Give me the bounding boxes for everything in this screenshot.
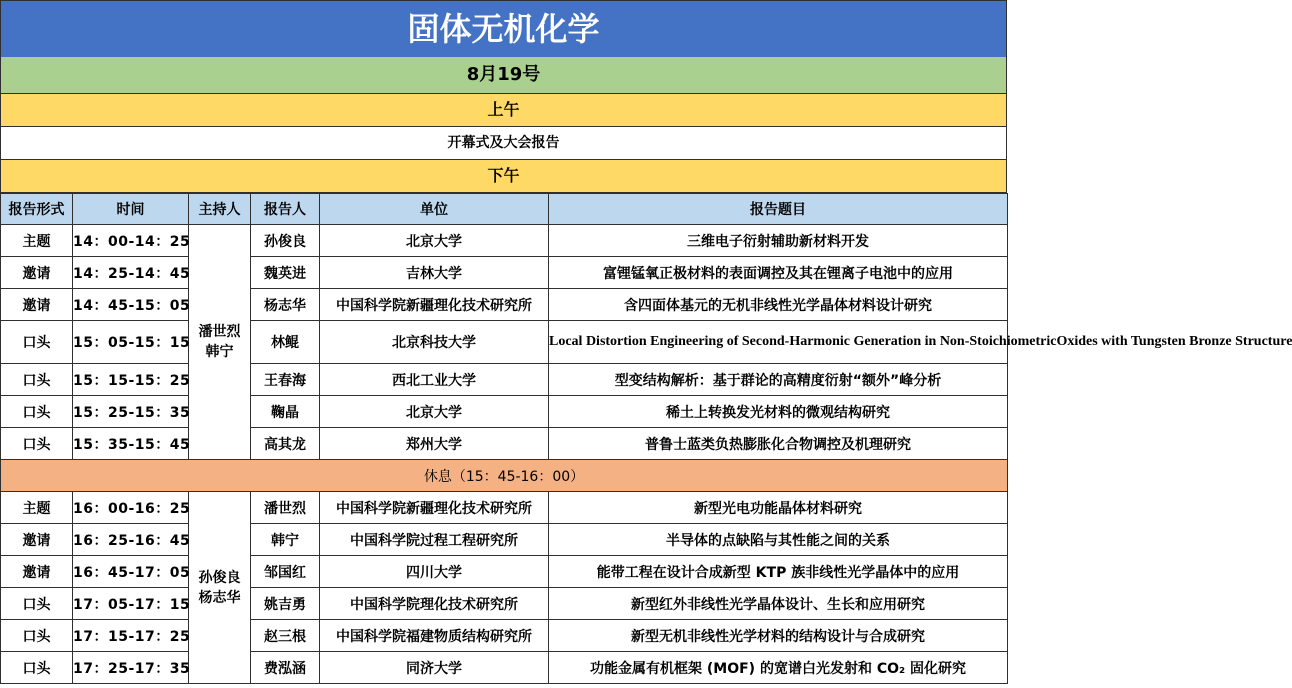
talk-topic: 三维电子衍射辅助新材料开发 <box>549 225 1008 257</box>
header-speaker: 报告人 <box>251 194 320 225</box>
morning-label: 上午 <box>0 94 1007 127</box>
talk-time: 16：25-16：45 <box>73 524 189 556</box>
header-host: 主持人 <box>189 194 251 225</box>
break-label: 休息（15：45-16：00） <box>1 460 1008 492</box>
affiliation: 西北工业大学 <box>320 364 549 396</box>
affiliation: 中国科学院过程工程研究所 <box>320 524 549 556</box>
affiliation: 中国科学院新疆理化技术研究所 <box>320 289 549 321</box>
talk-topic: 新型无机非线性光学材料的结构设计与合成研究 <box>549 620 1008 652</box>
talk-type: 口头 <box>1 396 73 428</box>
affiliation: 北京科技大学 <box>320 321 549 364</box>
table-row <box>1 364 1008 396</box>
talk-topic: 型变结构解析：基于群论的高精度衍射“额外”峰分析 <box>549 364 1008 396</box>
table-row <box>1 556 1008 588</box>
talk-time: 15：15-15：25 <box>73 364 189 396</box>
talk-time: 17：25-17：35 <box>73 652 189 684</box>
table-row <box>1 225 1008 257</box>
talk-time: 14：25-14：45 <box>73 257 189 289</box>
talk-topic: 含四面体基元的无机非线性光学晶体材料设计研究 <box>549 289 1008 321</box>
talk-time: 15：05-15：15 <box>73 321 189 364</box>
host-name: 孙俊良 杨志华 <box>198 569 241 606</box>
talk-topic: 新型红外非线性光学晶体设计、生长和应用研究 <box>549 588 1008 620</box>
speaker-name: 费泓涵 <box>251 652 320 684</box>
table-row <box>1 257 1008 289</box>
header-time: 时间 <box>73 194 189 225</box>
speaker-name: 邹国红 <box>251 556 320 588</box>
table-row <box>1 289 1008 321</box>
talk-type: 口头 <box>1 428 73 460</box>
session-host <box>189 492 251 684</box>
talk-time: 15：25-15：35 <box>73 396 189 428</box>
table-row <box>1 321 1008 364</box>
affiliation: 北京大学 <box>320 396 549 428</box>
talk-type: 口头 <box>1 588 73 620</box>
speaker-name: 孙俊良 <box>251 225 320 257</box>
header-type: 报告形式 <box>1 194 73 225</box>
talk-topic: 普鲁士蓝类负热膨胀化合物调控及机理研究 <box>549 428 1008 460</box>
affiliation: 中国科学院福建物质结构研究所 <box>320 620 549 652</box>
talk-type: 口头 <box>1 321 73 364</box>
affiliation: 中国科学院新疆理化技术研究所 <box>320 492 549 524</box>
talk-topic: 能带工程在设计合成新型 KTP 族非线性光学晶体中的应用 <box>549 556 1008 588</box>
talk-topic: Local Distortion Engineering of Second-Harmonic Generation in Non-StoichiometricOxides with Tungsten Bronze Structure <box>549 321 1008 364</box>
talk-type: 邀请 <box>1 289 73 321</box>
table-row <box>1 620 1008 652</box>
talk-time: 17：05-17：15 <box>73 588 189 620</box>
talk-type: 主题 <box>1 492 73 524</box>
date-banner: 8月19号 <box>0 57 1007 94</box>
page-title: 固体无机化学 <box>0 0 1007 58</box>
talk-topic: 半导体的点缺陷与其性能之间的关系 <box>549 524 1008 556</box>
talk-type: 主题 <box>1 225 73 257</box>
affiliation: 吉林大学 <box>320 257 549 289</box>
table-row <box>1 588 1008 620</box>
speaker-name: 杨志华 <box>251 289 320 321</box>
affiliation: 北京大学 <box>320 225 549 257</box>
talk-time: 15：35-15：45 <box>73 428 189 460</box>
talk-time: 14：45-15：05 <box>73 289 189 321</box>
break-row <box>1 460 1008 492</box>
talk-time: 14：00-14：25 <box>73 225 189 257</box>
speaker-name: 潘世烈 <box>251 492 320 524</box>
speaker-name: 高其龙 <box>251 428 320 460</box>
table-row <box>1 652 1008 684</box>
talk-type: 口头 <box>1 652 73 684</box>
talk-topic: 富锂锰氧正极材料的表面调控及其在锂离子电池中的应用 <box>549 257 1008 289</box>
talk-type: 邀请 <box>1 524 73 556</box>
talk-type: 口头 <box>1 620 73 652</box>
speaker-name: 魏英进 <box>251 257 320 289</box>
talk-type: 邀请 <box>1 257 73 289</box>
talk-topic: 新型光电功能晶体材料研究 <box>549 492 1008 524</box>
talk-time: 16：00-16：25 <box>73 492 189 524</box>
header-affiliation: 单位 <box>320 194 549 225</box>
talk-topic: 功能金属有机框架 (MOF) 的宽谱白光发射和 CO₂ 固化研究 <box>549 652 1008 684</box>
affiliation: 四川大学 <box>320 556 549 588</box>
table-row <box>1 396 1008 428</box>
talk-type: 邀请 <box>1 556 73 588</box>
table-row <box>1 428 1008 460</box>
host-name: 潘世烈 韩宁 <box>198 324 241 360</box>
schedule-table <box>0 193 1292 684</box>
talk-type: 口头 <box>1 364 73 396</box>
affiliation: 郑州大学 <box>320 428 549 460</box>
speaker-name: 韩宁 <box>251 524 320 556</box>
morning-event: 开幕式及大会报告 <box>0 127 1007 160</box>
speaker-name: 赵三根 <box>251 620 320 652</box>
affiliation: 中国科学院理化技术研究所 <box>320 588 549 620</box>
talk-topic: 稀土上转换发光材料的微观结构研究 <box>549 396 1008 428</box>
speaker-name: 王春海 <box>251 364 320 396</box>
speaker-name: 林鲲 <box>251 321 320 364</box>
talk-time: 17：15-17：25 <box>73 620 189 652</box>
table-header-row <box>1 194 1008 225</box>
speaker-name: 鞠晶 <box>251 396 320 428</box>
speaker-name: 姚吉勇 <box>251 588 320 620</box>
header-topic: 报告题目 <box>549 194 1008 225</box>
table-row <box>1 524 1008 556</box>
afternoon-label: 下午 <box>0 160 1007 193</box>
session-host <box>189 225 251 460</box>
affiliation: 同济大学 <box>320 652 549 684</box>
table-row <box>1 492 1008 524</box>
talk-time: 16：45-17：05 <box>73 556 189 588</box>
